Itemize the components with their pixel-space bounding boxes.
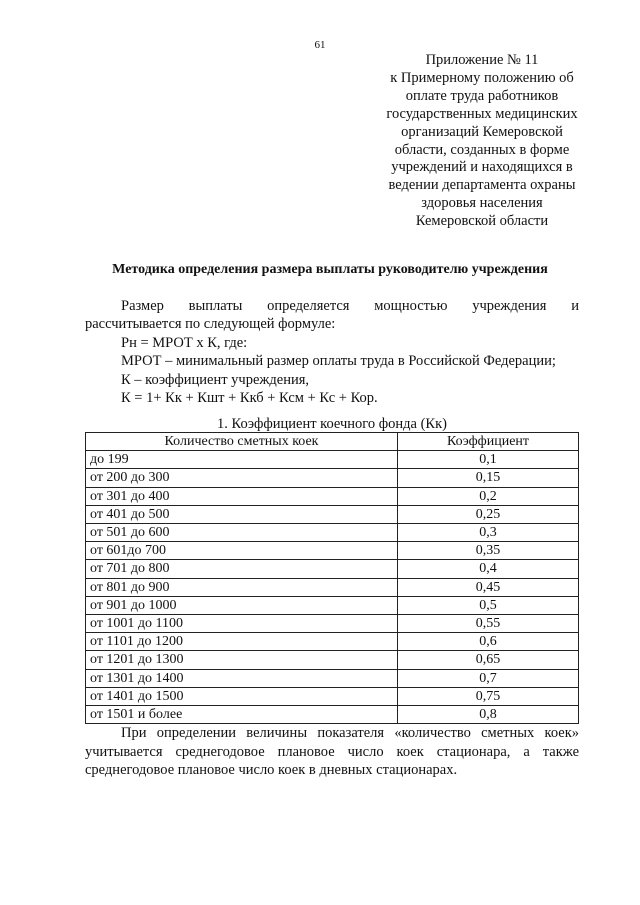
bed-range-cell: от 1101 до 1200 [86, 633, 398, 651]
coefficient-cell: 0,6 [398, 633, 579, 651]
bed-range-cell: от 200 до 300 [86, 469, 398, 487]
bed-range-cell: от 701 до 800 [86, 560, 398, 578]
table-row [86, 706, 579, 724]
column-header: Коэффициент [398, 433, 579, 451]
appendix-line: к Примерному положению об [390, 69, 574, 86]
formula-section [85, 297, 579, 407]
table-row [86, 651, 579, 669]
coefficient-cell: 0,3 [398, 524, 579, 542]
table-row [86, 469, 579, 487]
coefficient-cell: 0,55 [398, 615, 579, 633]
table-row [86, 687, 579, 705]
appendix-line: здоровья населения [421, 195, 543, 212]
bed-range-cell: до 199 [86, 451, 398, 469]
appendix-line: области, созданных в форме [394, 141, 570, 158]
document-title: Методика определения размера выплаты руководителю учреждения [112, 262, 548, 277]
table-header-row [86, 433, 579, 451]
table-row [86, 596, 579, 614]
coefficient-cell: 0,4 [398, 560, 579, 578]
bed-range-cell: от 1301 до 1400 [86, 669, 398, 687]
table-row [86, 524, 579, 542]
formula-line: К = 1+ Кк + Кшт + Ккб + Ксм + Кс + Кор. [121, 390, 378, 407]
coefficient-cell: 0,25 [398, 505, 579, 523]
appendix-line: государственных медицинских [386, 105, 578, 122]
table-row [86, 615, 579, 633]
coefficient-table [85, 432, 579, 724]
appendix-line: оплате труда работников [405, 87, 559, 104]
appendix-header [368, 52, 596, 231]
appendix-line: учреждений и находящихся в [391, 159, 573, 176]
coefficient-cell: 0,75 [398, 687, 579, 705]
table-row [86, 669, 579, 687]
bed-range-cell: от 1501 и более [86, 706, 398, 724]
table-row [86, 451, 579, 469]
page-number: 61 [314, 39, 326, 51]
definition-line: МРОТ – минимальный размер оплаты труда в Российской Федерации; [121, 353, 556, 370]
coefficient-cell: 0,7 [398, 669, 579, 687]
note-line: При определении величины показателя «количество сметных коек» [121, 725, 579, 741]
intro-line: рассчитывается по следующей формуле: [85, 316, 336, 333]
bed-range-cell: от 1401 до 1500 [86, 687, 398, 705]
table-row [86, 542, 579, 560]
coefficient-cell: 0,1 [398, 451, 579, 469]
footnote-paragraph [85, 724, 579, 780]
bed-range-cell: от 901 до 1000 [86, 596, 398, 614]
appendix-line: организаций Кемеровской [401, 123, 563, 140]
table-row [86, 560, 579, 578]
coefficient-cell: 0,5 [398, 596, 579, 614]
intro-line: Размер выплаты определяется мощностью учреждения и [121, 298, 579, 314]
note-line: учитывается среднегодовое плановое число коек стационара, а также [85, 743, 579, 760]
table-caption: 1. Коэффициент коечного фонда (Кк) [217, 416, 447, 432]
coefficient-cell: 0,8 [398, 706, 579, 724]
bed-range-cell: от 401 до 500 [86, 505, 398, 523]
formula-line: Рн = МРОТ х К, где: [121, 334, 248, 351]
note-line: среднегодовое плановое число коек в дневных стационарах. [85, 762, 458, 779]
coefficient-cell: 0,65 [398, 651, 579, 669]
coefficient-cell: 0,2 [398, 487, 579, 505]
table-row [86, 487, 579, 505]
bed-range-cell: от 301 до 400 [86, 487, 398, 505]
table-row [86, 578, 579, 596]
coefficient-cell: 0,15 [398, 469, 579, 487]
coefficient-cell: 0,45 [398, 578, 579, 596]
column-header: Количество сметных коек [86, 433, 398, 451]
bed-range-cell: от 801 до 900 [86, 578, 398, 596]
appendix-line: Кемеровской области [415, 213, 549, 230]
appendix-line: Приложение № 11 [425, 52, 539, 68]
bed-range-cell: от 1001 до 1100 [86, 615, 398, 633]
coefficient-cell: 0,35 [398, 542, 579, 560]
bed-range-cell: от 601до 700 [86, 542, 398, 560]
definition-line: К – коэффициент учреждения, [121, 371, 310, 388]
appendix-line: ведении департамента охраны [388, 177, 576, 194]
bed-range-cell: от 1201 до 1300 [86, 651, 398, 669]
bed-range-cell: от 501 до 600 [86, 524, 398, 542]
table-row [86, 505, 579, 523]
table-row [86, 633, 579, 651]
